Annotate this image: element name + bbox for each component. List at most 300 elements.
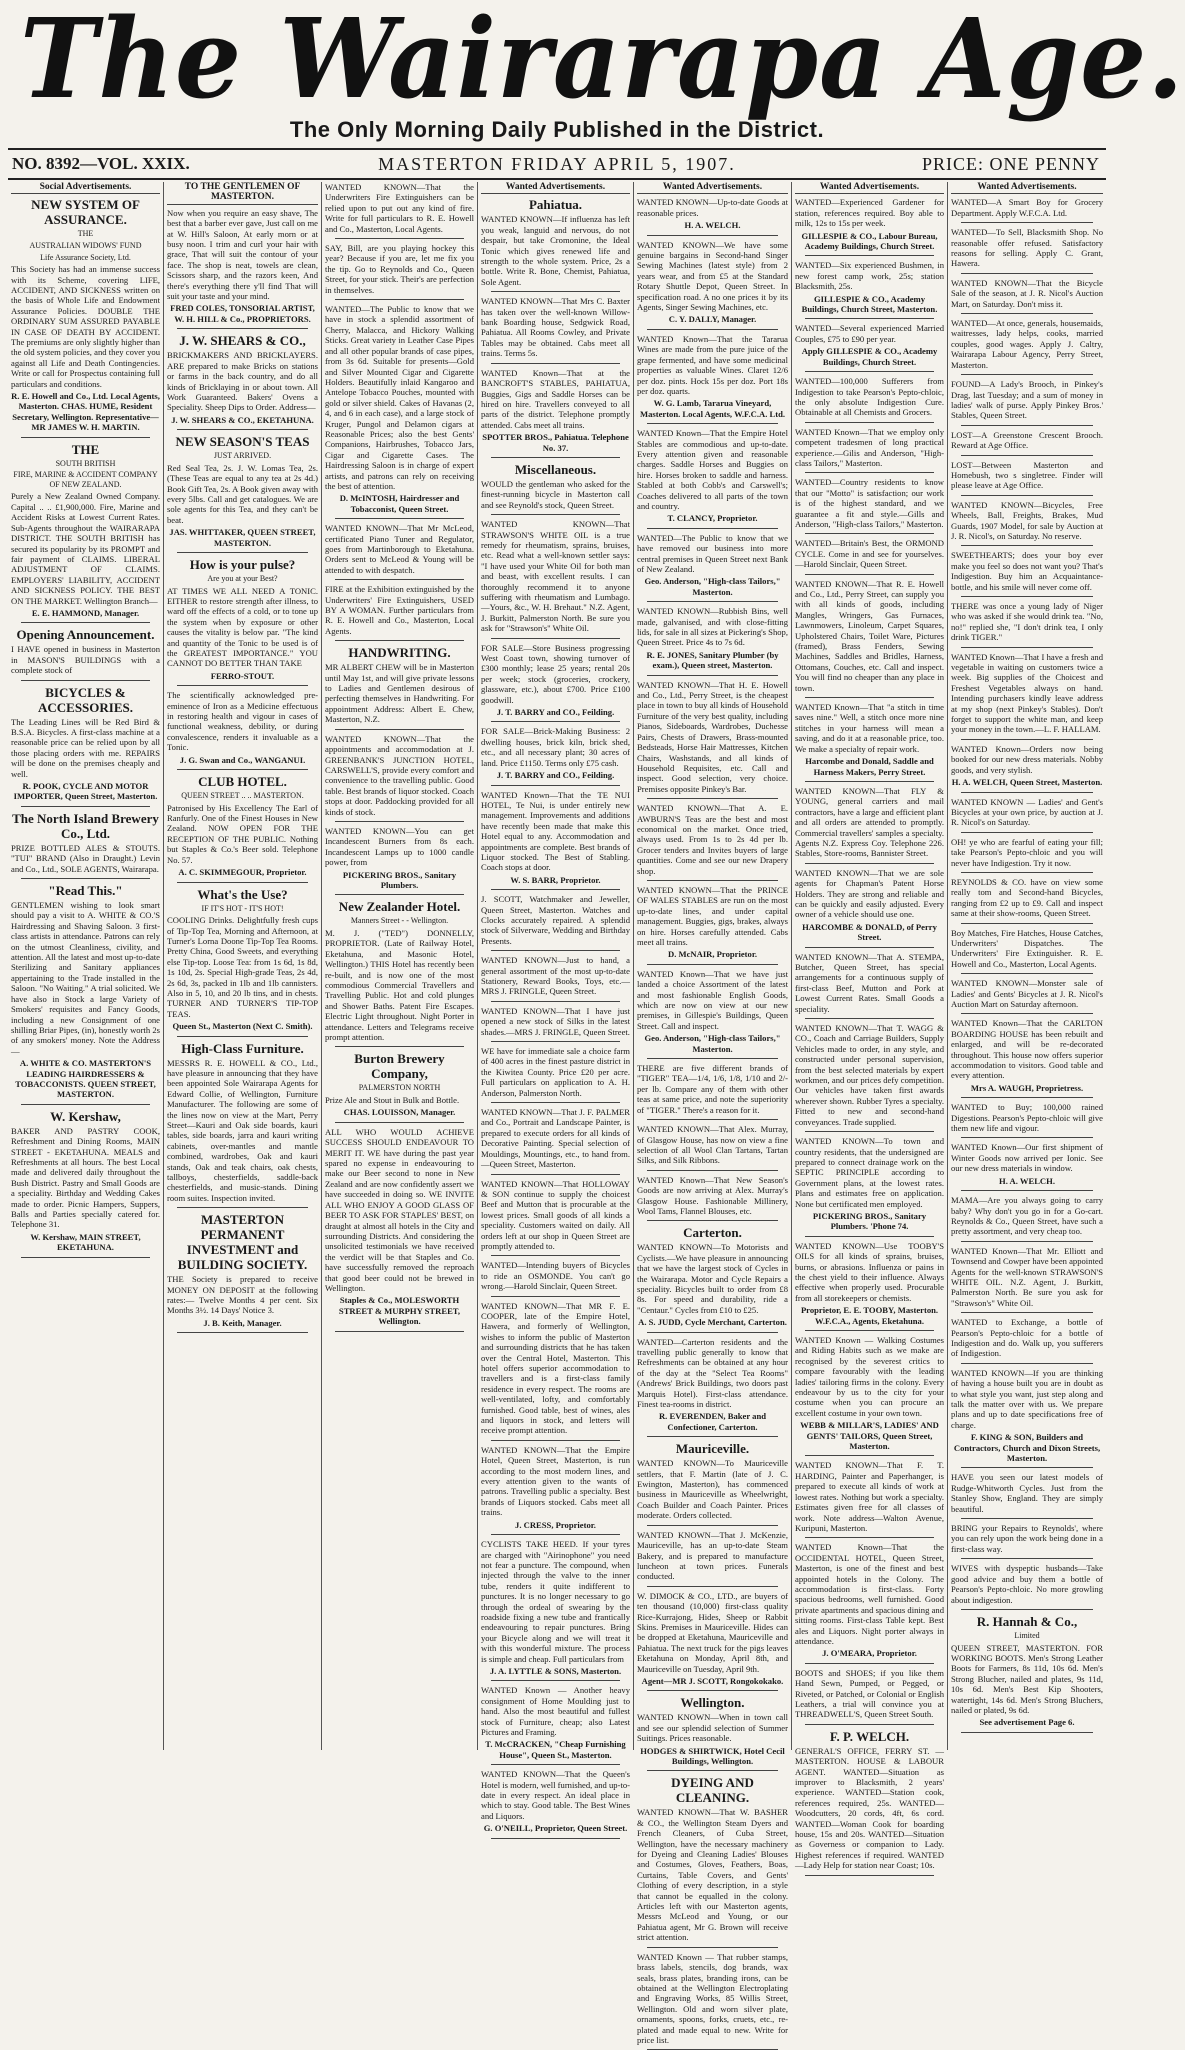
ad-body: WANTED KNOWN—To Motorists and Cyclists.—We have pleasure in announcing that we have the largest stock of Cycles in the Wairarapa. Motor and Cycle Repairs a speciality. Bicycles built to order from £8 8s. For speed and durability, ride a "Centaur." Cycles from £10 to £25.	[637, 1242, 788, 1315]
advertisement	[637, 680, 788, 794]
advertisement	[795, 1460, 944, 1533]
advertisement	[951, 877, 1103, 919]
advertisement	[637, 1063, 788, 1115]
masthead	[0, 0, 1185, 142]
column-heading: Wanted Advertisements.	[795, 182, 944, 194]
ad-body: M. J. ("TED") DONNELLY, PROPRIETOR. (Late of Railway Hotel, Eketahuna, and Masonic Hotel, Wellington.) THIS Hotel has recently been re-built, and is now one of the most commodious Commercial Travellers and Travelling Public. Hot and cold plunges and Shower Baths. Patent Fire Escapes. Electric Light throughout. Night Porter in attendance. Letters and Telegrams receive prompt attention.	[325, 927, 474, 1043]
advertisement	[481, 519, 630, 633]
ad-body: AT TIMES WE ALL NEED A TONIC. EITHER to restore strength after illness, to ward off the effects of a cold, or to tone up the system when by exposure or other causes the vitality is below par. "The kind and quantity of the Tonic to be used is of the GREATEST IMPORTANCE." YOU CANNOT DO BETTER THAN TAKE	[167, 585, 318, 669]
advertisement	[951, 197, 1103, 218]
ad-body: REYNOLDS & CO. have on view some really tom and Second-hand Bicycles, ranging from £2 up to £9. Call and inspect same at their show-rooms, Queen Street.	[951, 876, 1103, 919]
ad-signature: See advertisement Page 6.	[979, 1717, 1075, 1728]
advertisement	[951, 379, 1103, 421]
dateline	[8, 152, 1106, 176]
advertisement	[951, 460, 1103, 491]
ad-divider	[961, 495, 1093, 496]
newspaper-title: The Wairarapa Age.	[20, 0, 1185, 124]
advertisement	[11, 883, 160, 1100]
ad-heading: How is your pulse?	[189, 556, 296, 572]
ad-divider	[805, 781, 934, 782]
advertisement	[637, 197, 788, 230]
ad-signature: Harcombe and Donald, Saddle and Harness Makers, Perry Street.	[805, 756, 934, 777]
ad-divider	[177, 685, 308, 686]
ad-divider	[961, 1013, 1093, 1014]
ad-signature: Staples & Co., MOLESWORTH STREET & MURPHY STREET, Wellington.	[338, 1295, 461, 1327]
ad-body: WANTED KNOWN—That the Empire Hotel, Queen Street, Masterton, is run according to the most modern lines, and every attention given to the wants of patrons. Travelling public a specialty. Best brands of Liquors stocked. Cabs meet all trains.	[481, 1444, 630, 1518]
advertisement	[325, 523, 474, 575]
advertisement	[637, 1775, 788, 1942]
advertisement	[481, 955, 630, 997]
ad-divider	[177, 882, 308, 883]
ad-signature: GILLESPIE & CO., Labour Bureau, Academy Buildings, Church Street.	[801, 230, 938, 252]
advertisement	[795, 376, 944, 418]
advertisement	[481, 1539, 630, 1676]
ad-divider	[491, 291, 620, 292]
ad-body: WANTED KNOWN—That J. F. PALMER and Co., Portrait and Landscape Painter, is prepared to execute orders for all kinds of Decorative Painting. Special selection of Mouldings, Mountings, etc., to hand from.—Queen Street, Masterton.	[481, 1107, 630, 1170]
advertisement	[481, 1179, 630, 1252]
ad-body: WANTED KNOWN—That the Bicycle Sale of the season, at J. R. Nicol's Auction Mart, on Saturday. Don't miss it.	[951, 277, 1103, 309]
ad-body: WANTED—Country residents to know that our "Motto" is satisfaction; our work is of the highest standard, and we guarantee a fit and style.—Gills and Anderson, "High-class Tailors," Masterton.	[795, 477, 944, 529]
advertisement	[795, 427, 944, 469]
ad-divider	[961, 374, 1093, 375]
ad-signature: HODGES & SHIRTWICK, Hotel Cecil Buildings, Wellington.	[640, 1745, 785, 1766]
ad-body: BOOTS and SHOES; if you like them Hand Sewn, Pumped, or Pegged, or Riveted, or Patched, or Colonial or English Leathers, a trial will convince you at THREADWELL'S, Queen Street South.	[795, 1667, 944, 1720]
ad-signature: H. A. WELCH.	[684, 220, 741, 231]
ad-divider	[491, 785, 620, 786]
ad-divider	[961, 1558, 1093, 1559]
advertisement	[481, 368, 630, 453]
ad-divider	[335, 640, 464, 641]
ad-divider	[805, 947, 934, 948]
ad-divider	[805, 1236, 934, 1237]
ad-divider	[21, 1104, 150, 1105]
ad-divider	[961, 222, 1093, 223]
ad-body: WANTED Known—Our first shipment of Winter Goods now arrived per Ionic. See our new dress materials in window.	[951, 1142, 1103, 1174]
advertisement	[795, 868, 944, 943]
ad-body: GENERAL'S OFFICE, FERRY ST. — MASTERTON. HOUSE & LABOUR AGENT. WANTED—Situation as improver to Blacksmith, 2 years' experience. WANTED—Station cook, references required, 25s. WANTED—Woodcutters, 20 cords, 4ft, 6s cord. WANTED—Woman Cook for boarding house, 15s and 20s. WANTED—Situation as Governess or companion to Lady. Highest references if required. WANTED—Lady Help for station near Coast; 10s.	[795, 1745, 944, 1871]
ad-divider	[961, 596, 1093, 597]
ad-heading: W. Kershaw,	[50, 1108, 121, 1124]
ad-divider	[961, 1609, 1093, 1610]
advertisement	[795, 1023, 944, 1127]
ad-body: WANTED KNOWN—That F. T. HARDING, Painter and Paperhanger, is prepared to execute all kinds of work at lowest rates. Nothing but work a specialty. Estimates given free for all classes of work. Note address—Walton Avenue, Kuripuni, Masterton.	[795, 1460, 944, 1533]
ad-body: WANTED—Britain's Best, the ORMOND CYCLE. Come in and see for yourselves.—Harold Sinclair, Queen Street.	[795, 538, 944, 570]
ad-signature: SPOTTER BROS., Pahiatua. Telephone No. 37.	[482, 432, 629, 453]
advertisement	[481, 1260, 630, 1291]
advertisement	[951, 550, 1103, 592]
ad-divider	[805, 472, 934, 473]
advertisement	[11, 627, 160, 675]
ad-signature: W. Kershaw, MAIN STREET, EKETAHUNA.	[30, 1231, 141, 1253]
advertisement	[637, 533, 788, 597]
issue-date: MASTERTON FRIDAY APRIL 5, 1907.	[378, 154, 736, 174]
advertisement	[481, 1769, 630, 1833]
ad-divider	[805, 1724, 934, 1725]
advertisement	[481, 894, 630, 946]
ad-body: WANTED—At once, generals, housemaids, waitresses, lady helps, cooks, married couples, good wages. Apply J. Caltry, Wairarapa Labour Agency, Perry Street, Masterton.	[951, 318, 1103, 370]
ad-divider	[805, 574, 934, 575]
ad-divider	[961, 647, 1093, 648]
ad-divider	[961, 792, 1093, 793]
columns-area	[8, 182, 1106, 2045]
ad-divider	[177, 1207, 308, 1208]
ad-body: WANTED Known—That we employ only competent tradesmen of long practical experience.—Gilis and Anderson, "High-class Tailors," Masterton.	[795, 426, 944, 468]
ad-body: WANTED KNOWN—That H. E. Howell and Co., Ltd., Perry Street, is the cheapest place in town to buy all kinds of Household Furniture of the very best quality, including Pianos, Sideboards, Wardrobes, Duchesse Pairs, Chests of Drawers, Brass-mounted Bedsteads, Horse Hair Mattresses, Kitchen Chairs, Washstands, and all kinds of Household Requisites, etc. Call and inspect. Good selection, very choice. Premises opposite Pinkey's Bar.	[637, 679, 788, 794]
ad-body: MR ALBERT CHEW will be in Masterton until May 1st, and will give private lessons to Ladies and Gentlemen desirous of perfecting themselves in Handwriting. For appointment Address: Albert E. Chew, Masterton, N.Z.	[325, 662, 474, 725]
issue-price: PRICE: ONE PENNY	[921, 154, 1100, 174]
column-5	[634, 182, 792, 2045]
ad-heading: BICYCLES & ACCESSORIES.	[37, 684, 133, 715]
ad-divider	[805, 1875, 934, 1876]
ad-divider	[647, 528, 778, 529]
advertisement	[951, 318, 1103, 370]
ad-divider	[805, 1018, 934, 1019]
ad-body: WANTED—Experienced Gardener for station, references required. Boy able to milk, 12s to 15s per week.	[795, 197, 944, 229]
column-6	[792, 182, 948, 1871]
ad-heading: The North Island Brewery Co., Ltd.	[12, 810, 159, 841]
advertisement	[637, 969, 788, 1054]
advertisement	[795, 1136, 944, 1232]
ad-signature: W. S. BARR, Proprietor.	[510, 874, 601, 885]
ad-body: Now when you require an easy shave, The best that a barber ever gave, Just call on me at W. Hill's Saloon, At early morn or at busy noon. I trim and curl your hair with grace, That will suit the contour of your face. The shop is neat, towels are clean, Scissors sharp, and the razors keen, And there's everything there y'll find That will suit your taste and your mind.	[167, 207, 318, 302]
ad-divider	[961, 1518, 1093, 1519]
ad-signature: Agent—MR J. SCOTT, Rongokokako.	[641, 1675, 784, 1686]
ad-body: WANTED—Intending buyers of Bicycles to ride an OSMONDE. You can't go wrong.—Harold Sinclair, Queen Street.	[481, 1260, 630, 1292]
newspaper-tagline: The Only Morning Daily Published in the District.	[289, 117, 825, 142]
ad-body: WANTED KNOWN—Rubbish Bins, well made, galvanised, and with close-fitting lids, for sale in all sizes at Pickering's Shop, Queen Street. Price 4s to 7s 6d.	[637, 606, 788, 648]
ad-heading: NEW SYSTEM OF ASSURANCE.	[31, 197, 140, 228]
ad-signature: W. G. Lamb, Tararua Vineyard, Masterton. Local Agents, W.F.C.A. Ltd.	[639, 398, 786, 419]
ad-divider	[961, 1467, 1093, 1468]
ad-heading: HANDWRITING.	[348, 645, 451, 661]
ad-body: WANTED KNOWN—That the Underwriters Fire Extinguishers can be relied upon to put out any kind of fire. Write for full particulars to R. E. Howell and Co., Masterton, Local Agents.	[325, 182, 474, 234]
advertisement	[951, 1472, 1103, 1514]
advertisement	[167, 887, 318, 1032]
advertisement	[795, 786, 944, 859]
advertisement	[481, 1046, 630, 1098]
ad-signature: E. E. HAMMOND, Manager.	[31, 607, 140, 618]
ad-divider	[961, 313, 1093, 314]
ad-divider	[805, 318, 934, 319]
ad-divider	[21, 878, 150, 879]
ad-body: WANTED—The Public to know that we have in stock a splendid assortment of Cherry, Malacca, and Hickory Walking Sticks. Great variety in Leather Case Pipes and all other popular brands of case pipes, from 3s 6d. Suitable for presents—Gold and Silver Mounted Cigar and Cigarette Holders. Beautifully inlaid Kangaroo and Antelope Tobacco Pouches, mounted with gold or silver shield. Cakes of Havanas (2, 4, and 6 in each case), and a large stock of Kruger, Pungol and Delamon cigars at Reasonable Prices; also the best Gents' Companions, Hairbrushes, Tobacco Jars, Cigar and Cigarette Cases. The Hairdressing Saloon is in charge of expert artists, and patrons can rely on receiving the best of attention.	[325, 304, 474, 491]
ad-body: GENTLEMEN wishing to look smart should pay a visit to A. WHITE & CO.'S Hairdressing and Shaving Saloon. 3 first-class artists in attendance. Patrons can rely on the utmost Cleanliness, civility, and attention. All the latest and most up-to-date Sterilizing and Sanitary appliances appertaining to the Trade installed in the Saloon. "No Waiting." A trial solicited. We have also in Stock a large Variety of Smokers' requisites and Fancy Goods, including a new Consignment of one shilling Briar Pipes, (in), honestly worth 2s of any smokers' money. Note the Address—	[11, 900, 160, 1056]
ad-divider	[647, 1119, 778, 1120]
ad-body: FIRE at the Exhibition extinguished by the Underwriters' Fire Extinguishers, USED BY A WOMAN. Further particulars from R. E. Howell and Co., Masterton, Local Agents.	[325, 584, 474, 636]
ad-signature: FERRO-STOUT.	[210, 670, 275, 681]
ad-divider	[805, 1663, 934, 1664]
ad-divider	[491, 889, 620, 890]
ad-body: WANTED Known—That the Empire Hotel Stables are commodious and up-to-date. Every attention given and reasonable charges. Saddle Horses and Buggies on hire. Horses broken to saddle and harness. Stabled at both Cobb's and Carswell's; Coaches delivered to all parts of the town and country.	[637, 428, 788, 511]
column-2	[164, 182, 322, 1750]
ad-heading: Manners Street - - Wellington.	[350, 916, 449, 926]
ad-body: WANTED Known—That the Tararua Wines are made from the pure juice of the grape fermented, and have some medicinal properties as valuable Wines. Claret 12/6 per doz. pints. Hock 15s per doz. Port 18s per doz. quarts.	[637, 333, 788, 396]
advertisement	[325, 584, 474, 636]
ad-body: WANTED to Buy; 100,000 rained Digestions. Pearson's Pepto-chloic will give them new life and vigour.	[951, 1102, 1103, 1134]
ad-divider	[177, 429, 308, 430]
advertisement	[951, 1195, 1103, 1237]
ad-heading: What's the Use?	[197, 886, 288, 902]
ad-heading: Pahiatua.	[528, 197, 583, 213]
ad-signature: J. CRESS, Proprietor.	[515, 1519, 596, 1530]
ad-heading: Carterton.	[683, 1225, 742, 1241]
ad-body: BRICKMAKERS AND BRICKLAYERS. ARE prepared to make Bricks on stations or farms in the back country, and do all kinds of Bricklaying in or about town. All Work Guaranteed. Bakers' Ovens a Speciality. Sheep Dips to Order. Address—	[167, 350, 318, 413]
ad-heading: Miscellaneous.	[514, 461, 597, 477]
ad-divider	[961, 1190, 1093, 1191]
ad-divider	[961, 455, 1093, 456]
advertisement	[637, 606, 788, 670]
advertisement	[795, 197, 944, 251]
ad-body: WANTED KNOWN—Up-to-date Goods at reasonable prices.	[637, 197, 788, 218]
column-heading: Social Advertisements.	[11, 182, 160, 194]
ad-divider	[21, 437, 150, 438]
ad-divider	[177, 328, 308, 329]
ad-signature: J. T. BARRY and CO., Feilding.	[496, 707, 615, 718]
advertisement	[637, 1337, 788, 1433]
ad-divider	[491, 1102, 620, 1103]
ad-signature: G. O'NEILL, Proprietor, Queen Street.	[483, 1823, 628, 1834]
ad-divider	[491, 1534, 620, 1535]
advertisement	[637, 334, 788, 419]
ad-divider	[335, 1122, 464, 1123]
ad-body: WANTED KNOWN—That the PRINCE OF WALES STABLES are run on the most up-to-date lines, and under capital management. Buggies, gigs, brakes, always on hire. Horses carefully attended. Cabs meet all trains.	[637, 884, 788, 947]
advertisement	[11, 685, 160, 802]
ad-body: J. SCOTT, Watchmaker and Jeweller, Queen Street, Masterton. Watches and Clocks accurately repaired. A splendid stock of Silverware, Wedding and Birthday Presents.	[481, 894, 630, 946]
advertisement	[951, 430, 1103, 451]
ad-body: QUEEN STREET, MASTERTON. FOR WORKING BOOTS. Men's Strong Leather Boots for Farmers, 8s 11d, 10s 6d. Men's Strong Blucher, nailed and plates, 9s 11d, 10s 6d. Men's Best Kip Shooters, watertight, 14s 6d. Men's Strong Bluchers, nailed or plated, 9s 6d.	[951, 1642, 1103, 1715]
advertisement	[951, 837, 1103, 868]
ad-body: WANTED—Six experienced Bushmen, in new forest camp work, 25s; station Blacksmith, 25s.	[795, 260, 944, 292]
ad-divider	[491, 1440, 620, 1441]
ad-body: WANTED KNOWN—When in town call and see our splendid selection of Summer Suitings. Prices reasonable.	[637, 1712, 788, 1744]
advertisement	[481, 643, 630, 718]
ad-signature: R. POOK, CYCLE AND MOTOR IMPORTER, Queen Street, Masterton.	[13, 781, 158, 802]
ad-heading: High-Class Furniture.	[181, 1040, 304, 1056]
advertisement	[951, 1368, 1103, 1464]
ad-body: WANTED to Exchange, a bottle of Pearson's Pepto-chloic for a bottle of Indigestion and do. Walk up, you sufferers of Indigestion.	[951, 1317, 1103, 1359]
ad-divider	[335, 238, 464, 239]
ad-signature: H. A. WELCH.	[999, 1175, 1055, 1186]
ad-body: WANTED Known—That we have just landed a choice Assortment of the latest and most fashionable English Goods, which are now on view at our new premises, in Gillespie's Buildings, Queen Street. Call and inspect.	[637, 968, 788, 1031]
ad-divider	[21, 1257, 150, 1258]
ad-signature: FRED COLES, TONSORIAL ARTIST, W. H. HILL & Co., PROPRIETORS.	[170, 303, 315, 324]
ad-body: Purely a New Zealand Owned Company. Capital .. .. £1,900,000. Fire, Marine and Accident Risks at Lowest Current Rates. Sub-Agents throughout the WAIRARAPA DISTRICT. THE SOUTH BRITISH has secured its popularity by its PROMPT and fair payment of CLAIMS. LIBERAL ADJUSTMENT OF CLAIMS. EMPLOYERS' LIABILITY, ACCIDENT AND SICKNESS POLICY. THE BEST ON THE MARKET. Wellington Branch—	[11, 491, 160, 606]
ad-body: WANTED KNOWN—You can get Incandescent Burners from 8s each. Incandescent Lamps up to 1000 candle power, from	[325, 825, 474, 868]
ad-body: WANTED KNOWN — Ladies' and Gent's Bicycles at your own price, by auction at J. R. Nicol's on Saturday.	[951, 796, 1103, 828]
ad-divider	[647, 329, 778, 330]
ad-divider	[805, 422, 934, 423]
ad-divider	[647, 1770, 778, 1771]
ad-heading: R. Hannah & Co.,	[976, 1613, 1078, 1629]
ad-divider	[961, 973, 1093, 974]
advertisement	[637, 803, 788, 876]
advertisement	[951, 1317, 1103, 1359]
ad-body: WANTED KNOWN—Monster sale of Ladies' and Gents' Bicycles at J. R. Nicol's Auction Mart on Saturday afternoon.	[951, 978, 1103, 1009]
ad-divider	[805, 1330, 934, 1331]
column-heading: TO THE GENTLEMEN OF MASTERTON.	[167, 182, 318, 205]
ad-body: WANTED KNOWN—That W. BASHER & CO., the Wellington Steam Dyers and French Cleaners, of Cuba Street, Wellington, have the necessary machinery for Dyeing and Cleaning Ladies' Blouses and Costumes, Gloves, Feathers, Boas, Curtains, Table Covers, and Gents' Clothing of every description, in a style that cannot be equalled in the colony. Articles left with our Masterton agents, Messrs McLeod and Young, or our Pahiatua agent, Mr G. Brown will receive strict attention.	[637, 1807, 788, 1943]
advertisement	[637, 1441, 788, 1520]
advertisement	[167, 1041, 318, 1204]
ad-body: BRING your Repairs to Reynolds', where you can rely upon the work being done in a first-class way.	[951, 1523, 1103, 1554]
ad-heading: JUST ARRIVED.	[213, 451, 272, 461]
ad-body: WANTED Known—That the CARLTON BOARDING HOUSE has been rebuilt and enlarged, and will be re-decorated throughout. This house now offers superior accommodation to visitors. Good table and every attention.	[951, 1018, 1103, 1081]
ad-body: W. DIMOCK & CO., LTD., are buyers of ten thousand (10,000) first-class quality Rice-Kurrajong, Hides, Sheep or Rabbit Skins. Premises in Mauriceville. Hides can be dropped at Eketahuna, Mauriceville and Pahiatua. The next truck for the pigs leaves Eketahuna on Monday, April 8th, and Mauriceville on Tuesday, April 9th.	[637, 1590, 788, 1674]
ad-divider	[647, 235, 778, 236]
advertisement	[951, 1246, 1103, 1308]
advertisement	[951, 278, 1103, 309]
ad-divider	[647, 798, 778, 799]
advertisement	[951, 601, 1103, 643]
ad-heading: FIRE, MARINE & ACCIDENT COMPANY OF NEW ZEALAND.	[13, 470, 158, 489]
ad-divider	[961, 425, 1093, 426]
ad-body: WANTED KNOWN—We have some genuine bargains in Second-hand Singer Sewing Machines (latest style) from 2 years wear, and from £5 at the Standard Rotary Shuttle Depot, Queen Street. In specification road. A no one prices it by its Agents, Singer Sewing Machines, etc.	[637, 239, 788, 313]
ad-body: WANTED Known—That the TE NUI HOTEL, Te Nui, is under entirely new management. Improvements and additions have recently been made that make this Hotel equal to any. Accommodation and appointments are complete. Best brands of Liquor stocked. The Best of Stabling. Coach stops at door.	[481, 789, 630, 873]
ad-divider	[491, 1001, 620, 1002]
ad-heading: Mauriceville.	[675, 1441, 750, 1457]
ad-body: WANTED KNOWN—That A. STEMPA, Butcher, Queen Street, has special arrangements for a continuous supply of first-class Beef, Mutton and Pork at Lowest Current Rates. Small Goods a speciality.	[795, 951, 944, 1014]
advertisement	[481, 296, 630, 358]
advertisement	[637, 1124, 788, 1166]
advertisement	[637, 1225, 788, 1327]
ad-heading: J. W. SHEARS & CO.,	[179, 333, 306, 349]
ad-body: WOULD the gentleman who asked for the finest-running bicycle in Masterton call and see Reynold's stock, Queen Street.	[481, 478, 630, 510]
ad-body: LOST—Between Masterton and Homebush, two s singletree. Finder will please leave at Age Office.	[951, 459, 1103, 491]
advertisement	[11, 442, 160, 619]
advertisement	[481, 1006, 630, 1037]
ad-body: WIVES with dyspeptic husbands—Take good advice and buy them a bottle of Pearson's Pepto-chloic. No more growling about indigestion.	[951, 1563, 1103, 1605]
ad-divider	[335, 579, 464, 580]
ad-body: WANTED KNOWN—That FLY & YOUNG, general carriers and mail contractors, have a large and efficient plant and all orders are attended to promptly. Commercial travellers' samples a specialty. Agents N.Z. Express Coy. Telephone 226. Stables, Store-rooms, Bannister Street.	[795, 785, 944, 859]
column-heading: Wanted Advertisements.	[951, 182, 1103, 194]
ad-divider	[491, 514, 620, 515]
ad-divider	[491, 363, 620, 364]
ad-signature: Queen St., Masterton (Next C. Smith).	[172, 1021, 313, 1032]
ad-body: WANTED Known — Another heavy consignment of Home Moulding just to hand. Also the most beautiful and fullest stock of Furniture, cheap; also Latest Pictures and Framing.	[481, 1685, 630, 1737]
advertisement	[637, 1695, 788, 1766]
ad-body: WANTED KNOWN—That Alex. Murray, of Glasgow House, has now on view a fine selection of all Wool Clan Tartans, Tartan Silks, and Silk Ribbons.	[637, 1124, 788, 1166]
ad-signature: Mrs A. WAUGH, Proprietress.	[970, 1082, 1084, 1093]
ad-divider	[961, 1363, 1093, 1364]
ad-divider	[647, 1332, 778, 1333]
ad-heading: AUSTRALIAN WIDOWS' FUND	[29, 241, 142, 250]
advertisement	[481, 790, 630, 886]
column-heading: Wanted Advertisements.	[481, 182, 630, 194]
ad-heading: Are you at your Best?	[207, 573, 278, 583]
ad-body: FOUND—A Lady's Brooch, in Pinkey's Drag, last Tuesday; and a sum of money in ladies' walk of purse. Apply Pinkey Bros.' Stables, Queen Street.	[951, 379, 1103, 421]
advertisement	[325, 1127, 474, 1327]
ad-body: WANTED Known—That the OCCIDENTAL HOTEL, Queen Street, Masterton, is one of the finest and best appointed hotels in the Colony. The accommodation is first-class. Forty spacious bedrooms, well furnished. Good private apartments and spacious dining and sitting rooms. First-class Table kept. Best ales and Liquors. Night porter always in attendance.	[795, 1542, 944, 1646]
advertisement	[481, 462, 630, 510]
ad-divider	[961, 872, 1093, 873]
ad-body: WANTED KNOWN—That the appointments and accommodation at J. GREENBANK'S JUNCTION HOTEL, CARSWELL'S, provide every comfort and convenience to the travelling public. Good table. Best brands of liquor stocked. Coach stops at door. Paddocking provided for all kinds of stock.	[325, 733, 474, 817]
ad-body: MAMA—Are you always going to carry baby? Why don't you go in for a Go-cart. Reynolds & Co., Queen Street, have such a pretty assortment, and very cheap too.	[951, 1195, 1103, 1237]
advertisement	[167, 774, 318, 877]
ad-body: WANTED Known — Walking Costumes and Riding Habits such as we make are recognised by the severest critics to compare favourably with the leading ladies' tailoring firms in the colony. Every endeavour by us to the city for your costume when you can procure an excellent costume in your own town.	[795, 1335, 944, 1418]
ad-body: WANTED KNOWN—That I have just opened a new stock of Silks in the latest shades.—MRS J. FRINGLE, Queen Street.	[481, 1005, 630, 1037]
ad-body: FOR SALE—Brick-Making Business: 2 dwelling houses, brick kiln, brick shed, etc., and all necessary plant; 30 acres of land. Price £1150. Terms only £75 cash.	[481, 726, 630, 768]
ad-body: COOLING Drinks. Delightfully fresh cups of Tip-Top Tea, Morning and Afternoon, at Turner's Lorna Doone Tip-Top Tea Rooms. Pretty China, Good Sweets, and everything else Tip-top. Loose Tea: from 1s 6d, 1s 8d, 1s 10d, 2s. Special High-grade Teas, 2s 4d, 2s 6d, 3s, packed in 1lb and 1lb cannisters. Also in 5, 10, and 20 lb tins, and in chests. TURNER AND TURNER'S TIP-TOP TEAS.	[167, 915, 318, 1019]
ad-heading: Opening Announcement.	[16, 627, 155, 643]
ad-heading: NEW SEASON'S TEAS	[175, 434, 310, 450]
ad-signature: D. McNAIR, Proprietor.	[667, 949, 758, 960]
ad-body: THERE are five different brands of "TIGER" TEA—1/4, 1/6, 1/8, 1/10 and 2/- per lb. Compare any of them with other teas at same price, and note the superiority of "TIGER." There's a reason for it.	[637, 1063, 788, 1115]
advertisement	[325, 645, 474, 724]
ad-heading: CLUB HOTEL.	[198, 774, 287, 790]
advertisement	[481, 1685, 630, 1760]
advertisement	[11, 197, 160, 432]
advertisement	[325, 243, 474, 295]
ad-body: WANTED KNOWN—That A. E. AWBURN'S Teas are the best and most economical on the market. Once tried, always used. From 1s to 2s 4d per lb. Grocer tenders and Invites buyers of large quantities. Come and see our new Drapery shop.	[637, 803, 788, 876]
ad-divider	[177, 769, 308, 770]
ad-body: WANTED Known—That New Season's Goods are now arriving at Alex. Murray's Glasgow House. Fashionable Millinery, Wool Tams, Flannel Blouses, etc.	[637, 1174, 788, 1216]
advertisement	[167, 434, 318, 548]
ad-divider	[491, 721, 620, 722]
ad-signature: H. A. WELCH, Queen Street, Masterton.	[951, 777, 1103, 788]
ad-divider	[961, 1732, 1093, 1733]
ad-signature: JAS. WHITTAKER, QUEEN STREET, MASTERTON.	[169, 527, 316, 548]
advertisement	[795, 579, 944, 693]
ad-heading: THE	[71, 441, 100, 457]
ad-signature: F. KING & SON, Builders and Contractors, Church and Dixon Streets, Masterton.	[953, 1432, 1101, 1464]
ad-body: WANTED Known—That Mr. Elliott and Townsend and Cowper have been appointed Agents for the well-known STRAWSON'S WHITE OIL. N.Z. Agent, J. Burkitt, Palmerston North. Be sure you ask for "Strawson's" White Oil.	[951, 1245, 1103, 1308]
ad-signature: HARCOMBE & DONALD, of Perry Street.	[802, 921, 937, 943]
ad-signature: WEBB & MILLAR'S, LADIES' AND GENTS' TAILORS, Queen Street, Masterton.	[800, 1420, 939, 1452]
ad-divider	[647, 675, 778, 676]
advertisement	[951, 1102, 1103, 1133]
advertisement	[795, 477, 944, 529]
ad-body: Prize Ale and Stout in Bulk and Bottle.	[325, 1095, 460, 1106]
ad-body: WANTED KNOWN—That STRAWSON'S WHITE OIL is a true remedy for rheumatism, sprains, bruises, etc. Read what a well-known settler says: "I have used your White Oil for both man and beast, with excellent results. I can thoroughly recommend it to anyone suffering with rheumatism and Lumbago.—Yours, &c., W. H. Brehaut." N.Z. Agent, J. Burkitt, Palmerston North. Be sure you ask for "Strawson's" White Oil.	[481, 519, 630, 634]
column-3	[322, 182, 478, 1750]
ad-body: WANTED—The Public to know that we have removed our business into more central premises in Queen Street next Bank of New Zealand.	[637, 532, 788, 574]
ad-body: The scientifically acknowledged pre-eminence of Iron as a Medicine effectuous in restoring health and vigour in cases of functional weakness, debility, or during convalescence, renders it invaluable as a Tonic.	[167, 690, 318, 753]
advertisement	[325, 1051, 474, 1117]
advertisement	[795, 1668, 944, 1720]
ad-divider	[491, 457, 620, 458]
advertisement	[167, 690, 318, 765]
ad-divider	[647, 1525, 778, 1526]
issue-number: NO. 8392—VOL. XXIX.	[12, 154, 190, 173]
ad-body: WANTED KNOWN—If you are thinking of having a house built you are in doubt as to what style you want, just step along and talk the matter over with us. We prepare plans and up to date specifications free of charge.	[951, 1367, 1103, 1430]
ad-heading: New Zealander Hotel.	[338, 899, 461, 915]
ad-signature: A. C. SKIMMEGOUR, Proprietor.	[178, 867, 307, 878]
ad-divider	[961, 832, 1093, 833]
ad-divider	[21, 806, 150, 807]
ad-signature: CHAS. LOUISSON, Manager.	[343, 1107, 456, 1118]
advertisement	[481, 1301, 630, 1436]
advertisement	[951, 978, 1103, 1009]
ad-heading: PALMERSTON NORTH	[358, 1083, 441, 1093]
ad-divider	[961, 923, 1093, 924]
ad-divider	[647, 601, 778, 602]
ad-signature: J. A. LYTTLE & SONS, Masterton.	[489, 1665, 622, 1676]
ad-body: WANTED KNOWN—That the Queen's Hotel is modern, well furnished, and up-to-date in every respect. An ideal place in which to stay. Good table. The Best Wines and Liquors.	[481, 1769, 630, 1821]
ad-body: WANTED Known—Orders now being booked for our new dress materials. Nobby goods, and very stylish.	[951, 743, 1103, 775]
ad-body: Boy Matches, Fire Hatches, House Catches, Underwriters' Dispatches. The Underwriters' Fire Extinguisher. R. E. Howell and Co., Masterton, Local Agents.	[951, 927, 1103, 969]
ad-body: WANTED KNOWN—That Mr McLeod, certificated Piano Tuner and Regulator, goes from Martinborough to Eketahuna. Orders sent to McLeod & Young will be attended to with despatch.	[325, 523, 474, 575]
ad-divider	[335, 729, 464, 730]
ad-body: WANTED—A Smart Boy for Grocery Department. Apply W.F.C.A. Ltd.	[951, 197, 1103, 218]
ad-signature: Proprietor, E. E. TOOBY, Masterton. W.F.C.A., Agents, Eketahuna.	[800, 1305, 939, 1326]
ad-body: WANTED KNOWN—That we are sole agents for Chapman's Patent Horse Holders. They are strong and reliable and can be quickly and easily adjusted. Every owner of a vehicle should use one.	[795, 867, 944, 920]
ad-divider	[491, 1174, 620, 1175]
ad-body: SWEETHEARTS; does your boy ever make you feel so does not want you? That's Indigestion. Buy him an Acquaintance-bottle, and his smile will never come off.	[951, 550, 1103, 592]
ad-signature: GILLESPIE & CO., Academy Buildings, Church Street, Masterton.	[801, 293, 938, 315]
advertisement	[951, 1614, 1103, 1728]
ad-divider	[647, 1220, 778, 1221]
column-4	[478, 182, 634, 1834]
